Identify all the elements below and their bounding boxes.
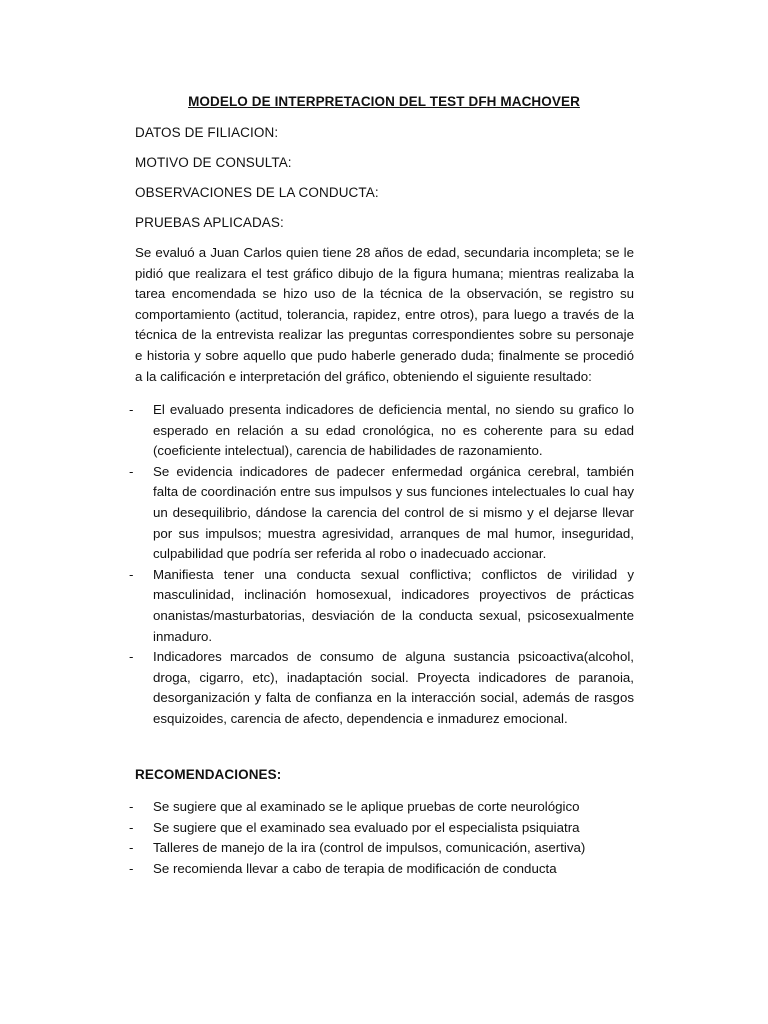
bullet-dash: - (129, 566, 134, 582)
bullet-dash: - (129, 819, 134, 835)
bullet-dash: - (129, 799, 134, 814)
recommendation-text: Se recomienda llevar a cabo de terapia de modificación de conducta (153, 860, 557, 876)
finding-item (129, 565, 634, 647)
bullet-dash: - (129, 402, 134, 417)
evaluation-paragraph: Se evaluó a Juan Carlos quien tiene 28 años de edad, secundaria incompleta; se le pidió que realizara el test gráfico dibujo de la figura humana; mientras realizaba la tarea encomendada se hizo uso de la técnica de la observación, se registro su comportamiento (actitud, tolerancia, rapidez, entre otros), para luego a través de la técnica de la entrevista realizar las preguntas correspondientes sobre su personaje e historia y sobre aquello que pudo haberle generado duda; finalmente se procedió a la calificación e interpretación del gráfico, obteniendo el siguiente resultado: (135, 245, 634, 384)
finding-item (129, 462, 634, 565)
heading-observaciones: OBSERVACIONES DE LA CONDUCTA: (135, 185, 379, 200)
recommendation-text: Se sugiere que al examinado se le aplique pruebas de corte neurológico (153, 799, 580, 814)
finding-text: Indicadores marcados de consumo de alguna sustancia psicoactiva(alcohol, droga, cigarro, etc), inadaptación social. Proyecta indicadores de paranoia, desorganización y falta de confianza en la interacción social, además de rasgos esquizoides, carencia de afecto, dependencia e inmadurez emocional. (153, 649, 634, 726)
bullet-dash: - (129, 463, 134, 479)
finding-text: Se evidencia indicadores de padecer enfermedad orgánica cerebral, también falta de coordinación entre sus impulsos y sus funciones intelectuales lo cual hay un desequilibrio, dándose la carencia del control de si mismo y el dejarse llevar por sus impulsos; muestra agresividad, arranques de mal humor, inseguridad, culpabilidad que podría ser referida al robo o inadecuado accionar. (153, 463, 634, 562)
heading-datos-filiacion: DATOS DE FILIACION: (135, 125, 279, 140)
heading-pruebas-aplicadas: PRUEBAS APLICADAS: (135, 215, 284, 230)
finding-item (129, 647, 634, 729)
findings-list (129, 400, 634, 730)
finding-text: Manifiesta tener una conducta sexual conflictiva; conflictos de virilidad y masculinidad, inclinación homosexual, indicadores proyectivos de prácticas onanistas/masturbatorias, desviación de la conducta sexual, psicosexualmente inmaduro. (153, 566, 634, 644)
finding-item (129, 400, 634, 462)
recommendation-item (129, 859, 634, 880)
heading-recomendaciones: RECOMENDACIONES: (135, 767, 282, 782)
bullet-dash: - (129, 840, 134, 856)
finding-text: El evaluado presenta indicadores de deficiencia mental, no siendo su grafico lo esperado en relación a su edad cronológica, no es coherente para su edad (coeficiente intelectual), carencia de habilidades de razonamiento. (153, 402, 634, 459)
document-title: MODELO DE INTERPRETACION DEL TEST DFH MACHOVER (188, 94, 580, 109)
recommendation-text: Se sugiere que el examinado sea evaluado por el especialista psiquiatra (153, 819, 580, 835)
recommendation-item (129, 838, 634, 859)
heading-motivo-consulta: MOTIVO DE CONSULTA: (135, 155, 292, 170)
recommendations-list (129, 797, 634, 879)
recommendation-item (129, 797, 634, 818)
recommendation-text: Talleres de manejo de la ira (control de impulsos, comunicación, asertiva) (153, 840, 586, 856)
bullet-dash: - (129, 649, 134, 665)
bullet-dash: - (129, 860, 134, 876)
recommendation-item (129, 818, 634, 839)
